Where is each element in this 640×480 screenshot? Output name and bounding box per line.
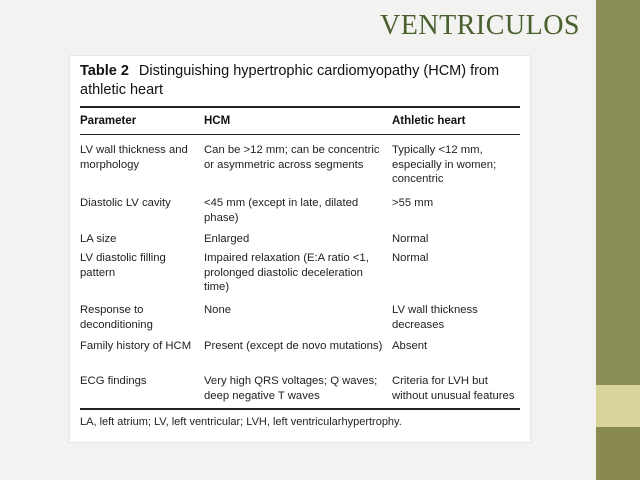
cell-athletic-heart: Criteria for LVH but without unusual features <box>392 375 515 402</box>
table-image-panel <box>70 56 530 442</box>
cell-parameter: LV wall thickness and morphology <box>80 144 188 171</box>
cell-parameter: LA size <box>80 233 117 245</box>
header-hcm: HCM <box>204 115 231 127</box>
header-parameter: Parameter <box>80 115 137 127</box>
cell-hcm: Very high QRS voltages; Q waves; deep negative T waves <box>204 375 378 402</box>
table-top-rule <box>80 106 520 108</box>
cell-hcm: Can be >12 mm; can be concentric or asymmetric across segments <box>204 144 380 171</box>
cell-hcm: Enlarged <box>204 233 250 245</box>
cell-parameter: Diastolic LV cavity <box>80 197 171 209</box>
table-label: Table 2 <box>80 63 129 79</box>
header-athletic-heart: Athletic heart <box>392 115 466 127</box>
table-caption <box>80 62 520 100</box>
table-caption-text: Distinguishing hypertrophic cardiomyopathy (HCM) from athletic heart <box>80 63 500 98</box>
cell-athletic-heart: Normal <box>392 233 429 245</box>
cell-parameter: Family history of HCM <box>80 340 192 352</box>
cell-parameter: Response to deconditioning <box>80 304 153 331</box>
cell-athletic-heart: Absent <box>392 340 428 352</box>
cell-hcm: Impaired relaxation (E:A ratio <1, prolonged diastolic deceleration time) <box>204 252 369 293</box>
cell-athletic-heart: >55 mm <box>392 197 434 209</box>
decorative-sidebar <box>596 0 640 480</box>
cell-athletic-heart: Normal <box>392 252 429 264</box>
sidebar-block-top <box>596 0 640 385</box>
cell-parameter: ECG findings <box>80 375 147 387</box>
table-header-rule <box>80 134 520 135</box>
sidebar-block-bottom <box>596 427 640 480</box>
cell-hcm: None <box>204 304 232 316</box>
cell-parameter: LV diastolic filling pattern <box>80 252 166 279</box>
table-footnote: LA, left atrium; LV, left ventricular; LVH, left ventricularhypertrophy. <box>80 416 402 428</box>
cell-hcm: <45 mm (except in late, dilated phase) <box>204 197 359 224</box>
cell-athletic-heart: Typically <12 mm, especially in women; concentric <box>392 144 497 185</box>
table-bottom-rule <box>80 408 520 410</box>
slide-title: VENTRICULOS <box>380 10 580 41</box>
sidebar-block-accent <box>596 385 640 427</box>
cell-hcm: Present (except de novo mutations) <box>204 340 383 352</box>
cell-athletic-heart: LV wall thickness decreases <box>392 304 478 331</box>
